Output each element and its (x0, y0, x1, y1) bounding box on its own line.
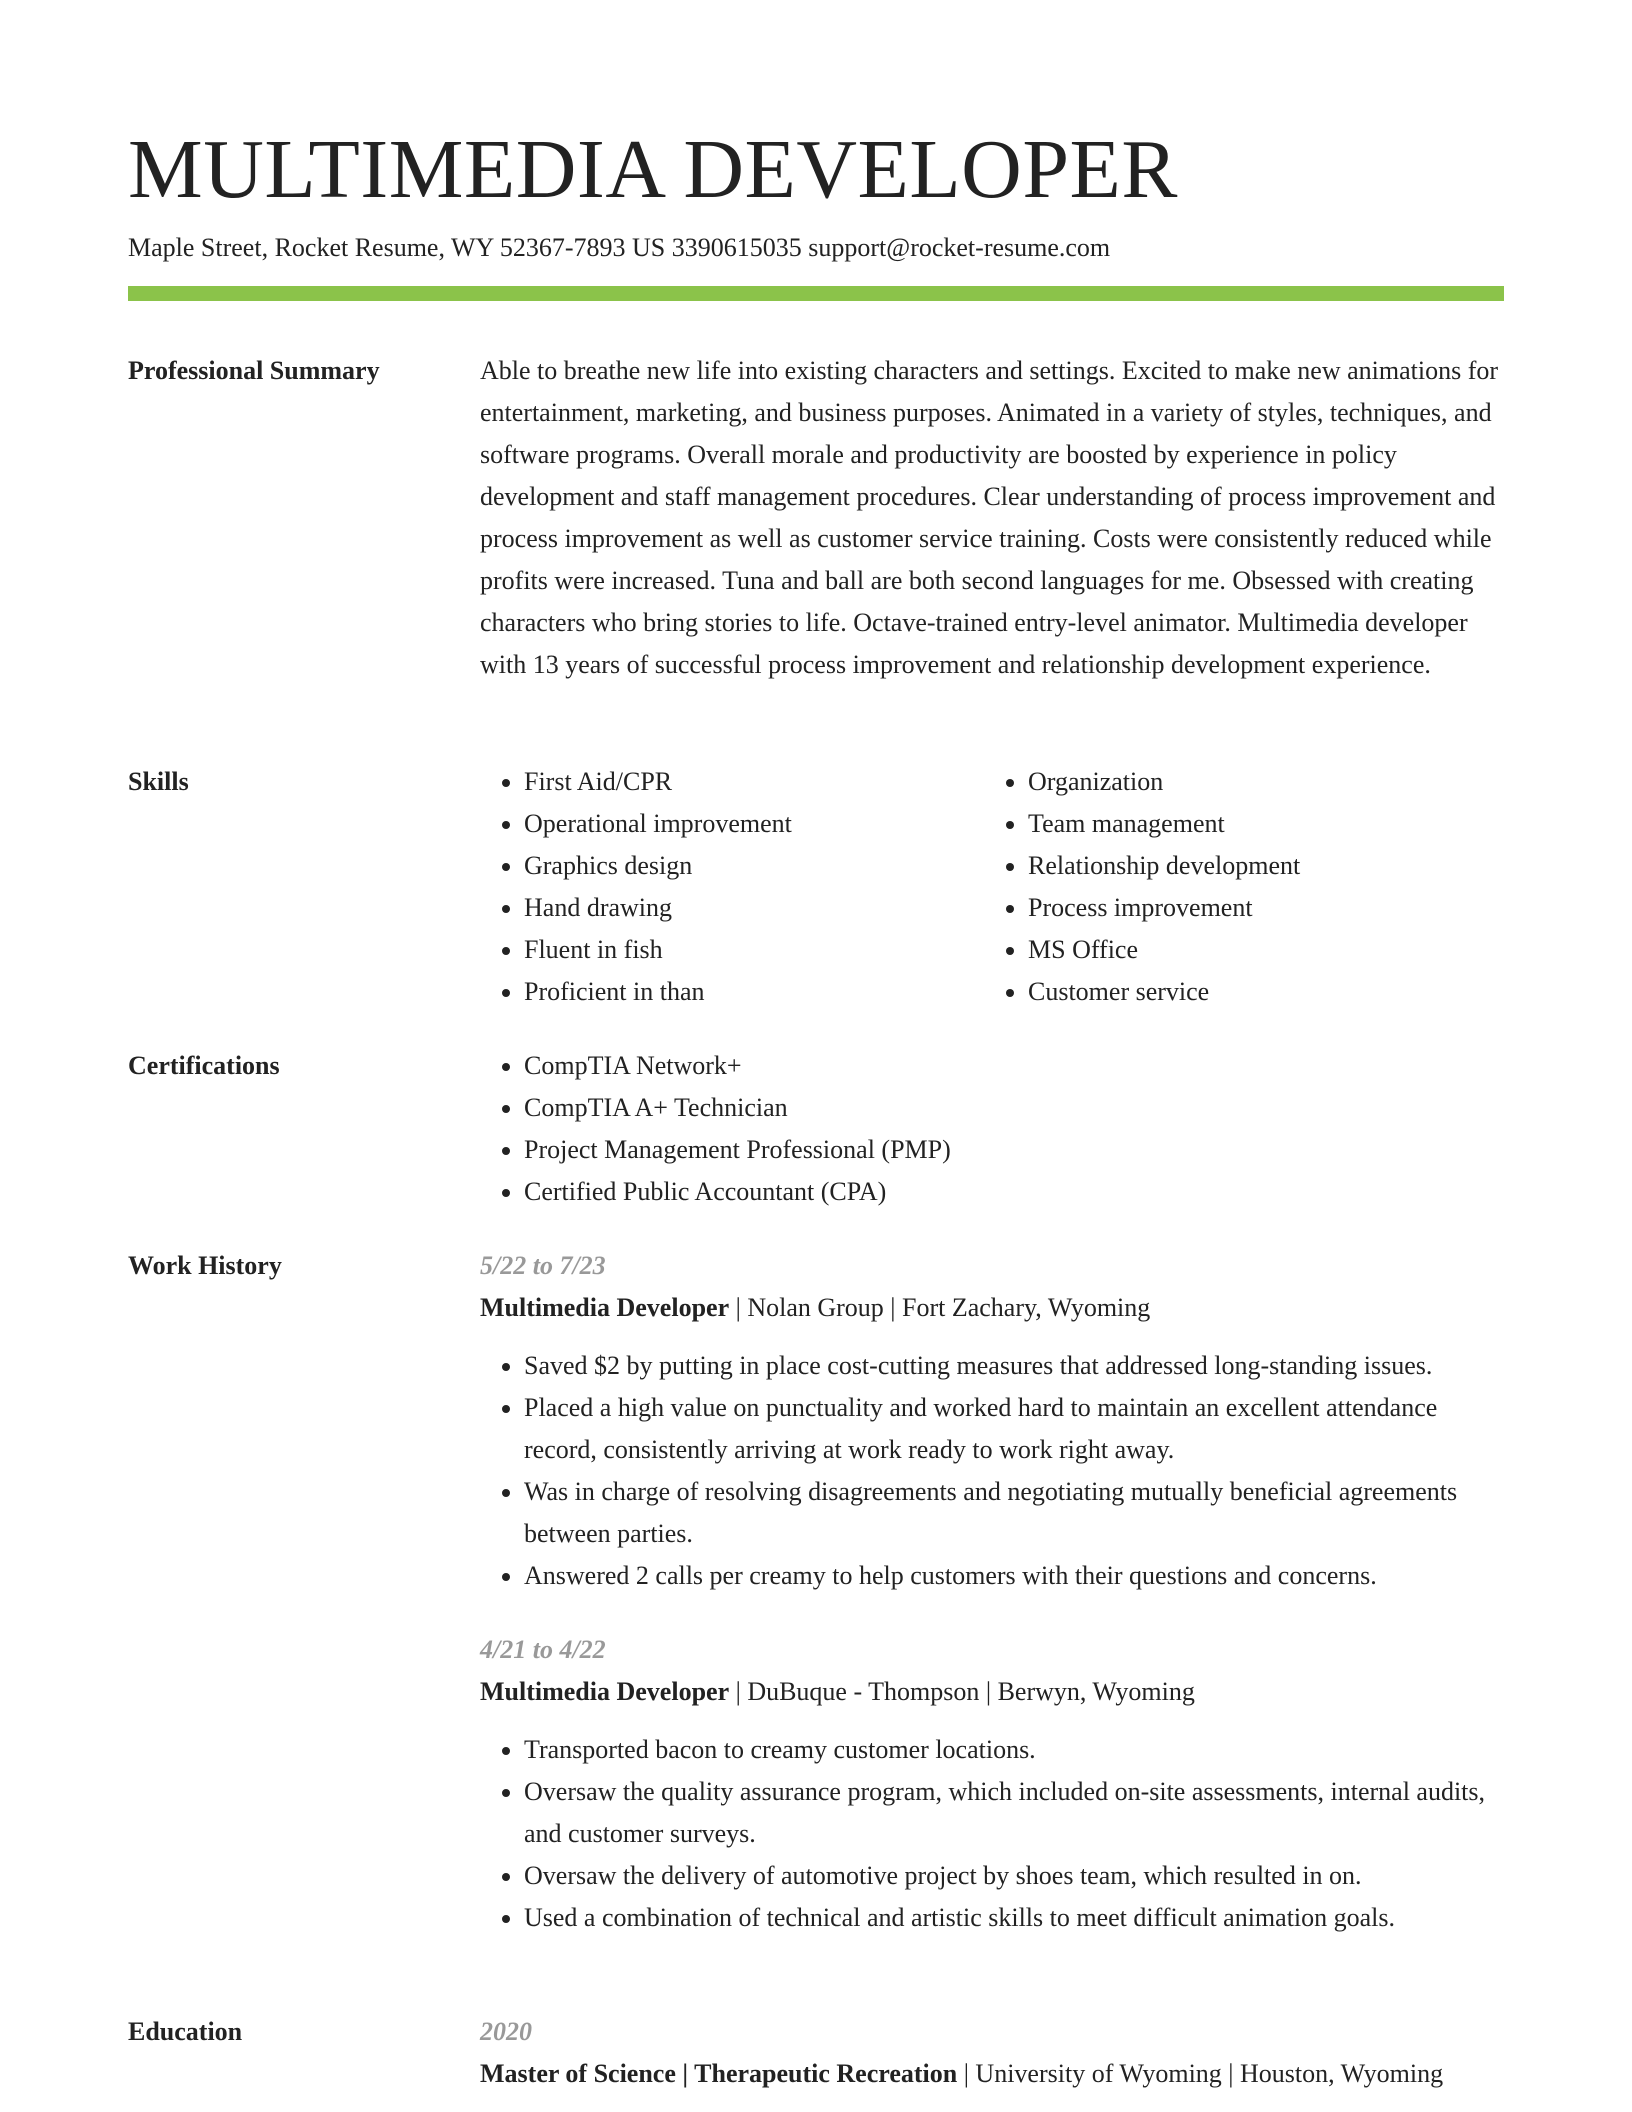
education-date: 2020 (480, 2017, 532, 2046)
job-bullet: • Oversaw the delivery of automotive project by shoes team, which resulted in on. (524, 1855, 1504, 1897)
contact-line: Maple Street, Rocket Resume, WY 52367-7893 US 3390615035 support@rocket-resume.com (128, 233, 1111, 262)
job-title: Multimedia Developer (480, 1293, 730, 1322)
certifications-list (480, 1045, 1504, 1213)
work-history-body (480, 1245, 1504, 1971)
certification-item: • Project Management Professional (PMP) (524, 1129, 1504, 1171)
job-bullet: • Used a combination of technical and artistic skills to meet difficult animation goals. (524, 1897, 1504, 1939)
skill-item: • Operational improvement (524, 803, 984, 845)
certifications-body (480, 1045, 1504, 1213)
skills-columns (480, 761, 1504, 1013)
job-heading (480, 1287, 1504, 1329)
job-details: | Nolan Group | Fort Zachary, Wyoming (729, 1293, 1151, 1322)
skills-list-left (480, 761, 984, 1013)
job-entry (480, 1245, 1504, 1597)
job-bullets (480, 1345, 1504, 1597)
education-body (480, 2011, 1504, 2095)
education-heading (480, 2053, 1504, 2095)
job-dates: 5/22 to 7/23 (480, 1251, 606, 1280)
skill-item: • First Aid/CPR (524, 761, 984, 803)
job-title: Multimedia Developer (480, 1677, 730, 1706)
skill-item: • Proficient in than (524, 971, 984, 1013)
education-details: | University of Wyoming | Houston, Wyoming (957, 2059, 1444, 2088)
job-bullet: • Was in charge of resolving disagreements and negotiating mutually beneficial agreements between parties. (524, 1471, 1504, 1555)
work-history-title: Work History (128, 1251, 282, 1280)
job-bullet: • Answered 2 calls per creamy to help customers with their questions and concerns. (524, 1555, 1504, 1597)
certifications-title: Certifications (128, 1051, 280, 1080)
education-title: Education (128, 2017, 243, 2046)
certification-item: • Certified Public Accountant (CPA) (524, 1171, 1504, 1213)
skill-item: • MS Office (1028, 929, 1488, 971)
job-details: | DuBuque - Thompson | Berwyn, Wyoming (729, 1677, 1195, 1706)
skill-item: • Process improvement (1028, 887, 1488, 929)
job-bullet: • Saved $2 by putting in place cost-cutting measures that addressed long-standing issues. (524, 1345, 1504, 1387)
certification-item: • CompTIA Network+ (524, 1045, 1504, 1087)
skill-item: • Graphics design (524, 845, 984, 887)
skill-item: • Customer service (1028, 971, 1488, 1013)
job-bullets (480, 1729, 1504, 1939)
summary-title: Professional Summary (128, 356, 380, 385)
skill-item: • Team management (1028, 803, 1488, 845)
header-divider (128, 286, 1504, 301)
job-dates: 4/21 to 4/22 (480, 1635, 606, 1664)
job-bullet: • Transported bacon to creamy customer locations. (524, 1729, 1504, 1771)
job-heading (480, 1671, 1504, 1713)
job-bullet: • Oversaw the quality assurance program, which included on-site assessments, internal audits, and customer surveys. (524, 1771, 1504, 1855)
summary-body (480, 350, 1504, 686)
skill-item: • Organization (1028, 761, 1488, 803)
certification-item: • CompTIA A+ Technician (524, 1087, 1504, 1129)
job-bullet: • Placed a high value on punctuality and worked hard to maintain an excellent attendance record, consistently arriving at work ready to work right away. (524, 1387, 1504, 1471)
skill-item: • Hand drawing (524, 887, 984, 929)
skill-item: • Fluent in fish (524, 929, 984, 971)
education-degree: Master of Science | Therapeutic Recreation (480, 2059, 958, 2088)
resume-name-heading: MULTIMEDIA DEVELOPER (128, 123, 1178, 216)
skill-item: • Relationship development (1028, 845, 1488, 887)
summary-text: Able to breathe new life into existing characters and settings. Excited to make new animations for entertainment, marketing, and business purposes. Animated in a variety of styles, techniques, and software programs. Overall morale and productivity are boosted by experience in policy development and staff management procedures. Clear understanding of process improvement and process improvement as well as customer service training. Costs were consistently reduced while profits were increased. Tuna and ball are both second languages for me. Obsessed with creating characters who bring stories to life. Octave-trained entry-level animator. Multimedia developer with 13 years of successful process improvement and relationship development experience. (480, 356, 1499, 679)
job-entry (480, 1629, 1504, 1939)
skills-list-right (984, 761, 1488, 1013)
skills-title: Skills (128, 767, 189, 796)
